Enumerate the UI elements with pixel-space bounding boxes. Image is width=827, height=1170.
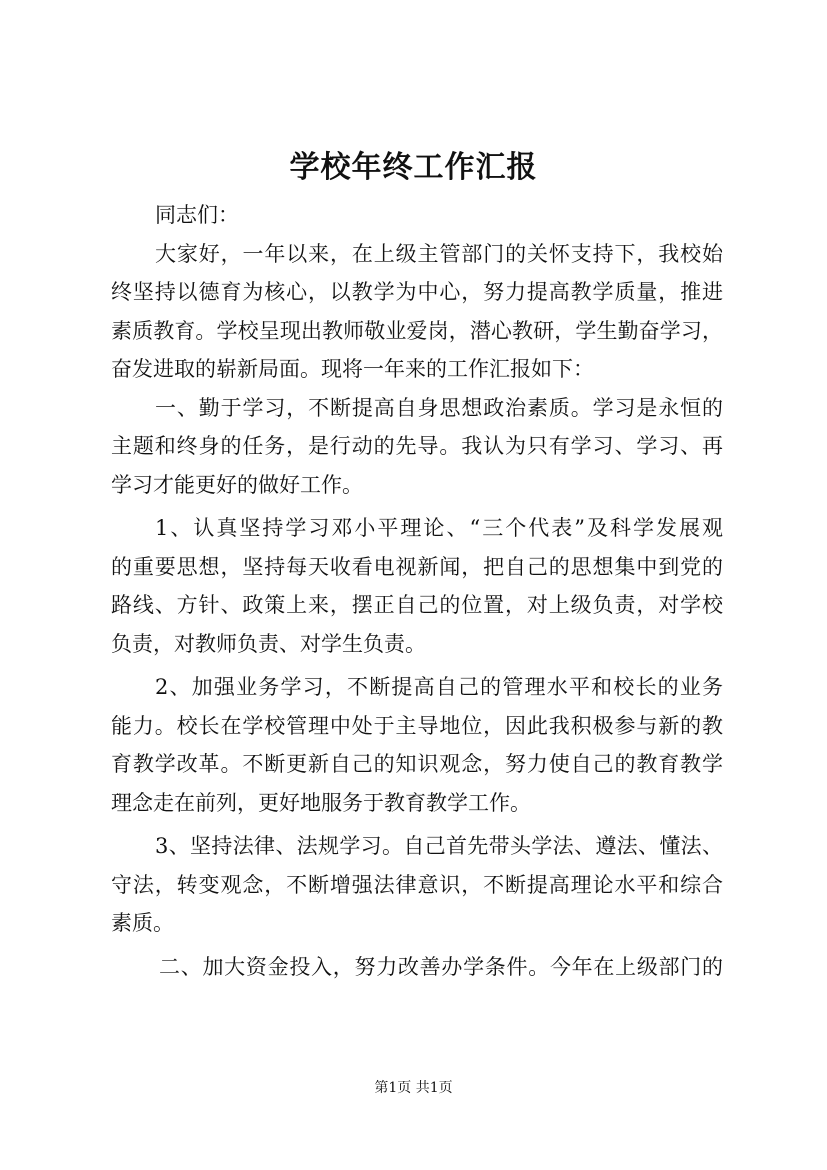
paragraph-line: 2、加强业务学习，不断提高自己的管理水平和校长的业务	[155, 675, 723, 699]
paragraph-line: 素质教育。学校呈现出教师敬业爱岗，潜心教研，学生勤奋学习，	[111, 318, 723, 343]
paragraph-line: 奋发进取的崭新局面。现将一年来的工作汇报如下：	[111, 357, 594, 381]
document-body	[111, 196, 723, 986]
paragraph-line: 的重要思想，坚持每天收看电视新闻，把自己的思想集中到党的	[111, 554, 723, 579]
paragraph-line: 1、认真坚持学习邓小平理论、“三个代表”及科学发展观	[155, 516, 723, 540]
paragraph-line: 终坚持以德育为核心，以教学为中心，努力提高教学质量，推进	[111, 280, 723, 304]
document-title: 学校年终工作汇报	[289, 150, 538, 185]
paragraph-line: 素质。	[111, 911, 174, 935]
paragraph-line: 守法，转变观念，不断增强法律意识，不断提高理论水平和综合	[111, 872, 723, 897]
paragraph-line: 学习才能更好的做好工作。	[111, 472, 363, 497]
paragraph-line: 负责，对教师负责、对学生负责。	[111, 631, 426, 656]
paragraph-line: 路线、方针、政策上来，摆正自己的位置，对上级负责，对学校	[111, 593, 723, 617]
paragraph-line: 能力。校长在学校管理中处于主导地位，因此我积极参与新的教	[111, 713, 723, 738]
paragraph-line: 育教学改革。不断更新自己的知识观念，努力使自己的教育教学	[111, 752, 723, 776]
salutation-line: 同志们：	[155, 203, 239, 227]
paragraph-line: 理念走在前列，更好地服务于教育教学工作。	[111, 790, 531, 815]
paragraph-line: 主题和终身的任务，是行动的先导。我认为只有学习、学习、再	[111, 434, 723, 458]
paragraph-line: 大家好，一年以来，在上级主管部门的关怀支持下，我校始	[155, 241, 723, 266]
paragraph-line: 一、勤于学习，不断提高自身思想政治素质。学习是永恒的	[155, 395, 723, 420]
paragraph-line: 二、加大资金投入，努力改善办学条件。今年在上级部门的	[159, 954, 723, 979]
page-footer: 第1页 共1页	[374, 1080, 453, 1096]
paragraph-line: 3、坚持法律、法规学习。自己首先带头学法、遵法、懂法、	[155, 834, 723, 858]
